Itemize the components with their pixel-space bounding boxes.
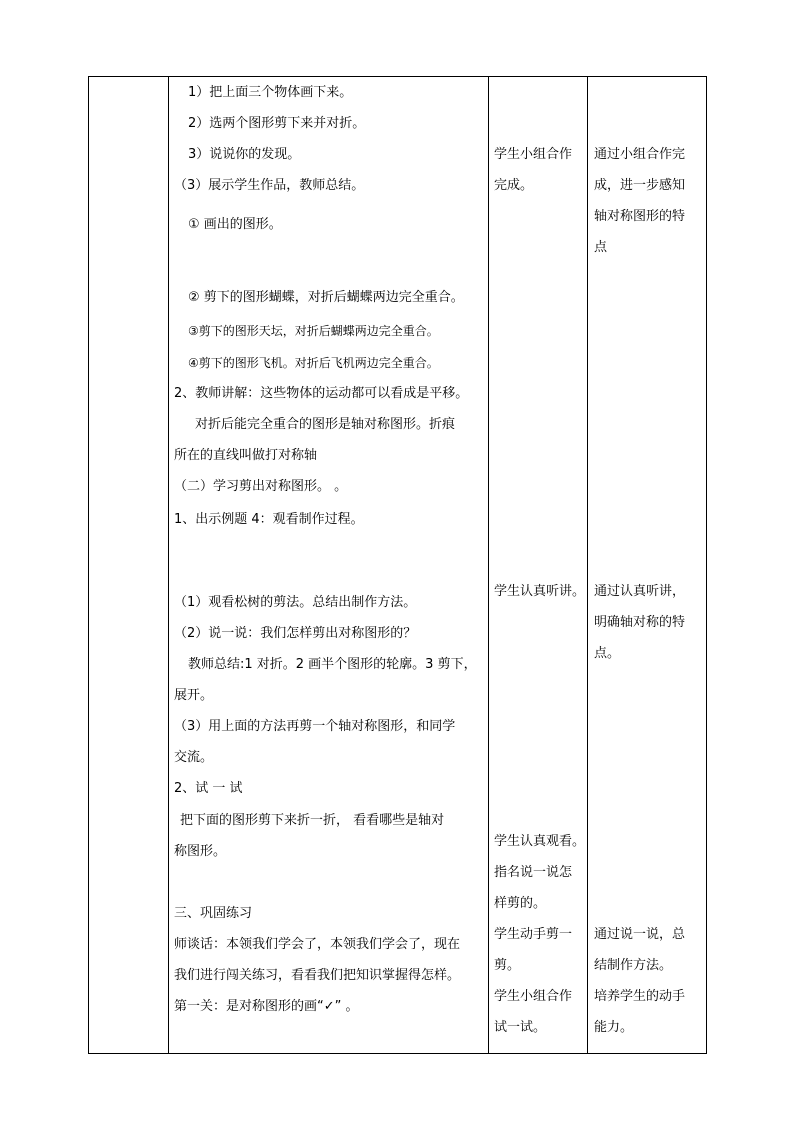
purpose-line: 通过说一说，总 [594,927,686,942]
purpose-line: 通过小组合作完 [594,147,686,162]
content-line: （2）说一说：我们怎样剪出对称图形的？ [174,626,417,641]
student-line: 指名说一说怎 [494,865,573,880]
column-divider-2 [488,77,489,1053]
purpose-line: 点 [594,240,608,255]
purpose-line: 能力。 [594,1020,634,1035]
student-line: 样剪的。 [494,896,547,911]
column-divider-3 [587,77,588,1053]
content-line: 三、巩固练习 [174,906,253,921]
content-line: 1、出示例题 4：观看制作过程。 [174,512,364,527]
purpose-line: 明确轴对称的特 [594,615,686,630]
student-line: 学生小组合作 [494,989,573,1004]
content-line: ② 剪下的图形蝴蝶，对折后蝴蝶两边完全重合。 [188,290,464,305]
content-line: 展开。 [174,688,214,703]
content-line: 对折后能完全重合的图形是轴对称图形。折痕 [195,417,456,432]
content-line: 师谈话：本领我们学会了，本领我们学会了，现在 [174,937,461,952]
content-line: 我们进行闯关练习，看看我们把知识掌握得怎样。 [174,968,461,983]
student-line: 学生认真观看。 [494,834,586,849]
student-line: 学生动手剪一 [494,927,573,942]
content-line: 交流。 [174,750,214,765]
purpose-line: 点。 [594,646,621,661]
content-line: 第一关：是对称图形的画“✓” 。 [174,999,359,1014]
content-line: 2、试 一 试 [174,781,243,796]
content-line: 1）把上面三个物体画下来。 [188,85,353,100]
content-line: （二）学习剪出对称图形。 。 [174,479,348,494]
purpose-line: 培养学生的动手 [594,989,686,1004]
content-line: ① 画出的图形。 [188,217,282,232]
content-line: 3）说说你的发现。 [188,147,301,162]
purpose-line: 通过认真听讲， [594,584,686,599]
student-line: 学生认真听讲。 [494,584,586,599]
student-line: 试一试。 [494,1020,547,1035]
content-line: ④剪下的图形飞机。对折后飞机两边完全重合。 [188,356,439,370]
content-line: 所在的直线叫做打对称轴 [174,448,318,463]
content-line: 2、教师讲解：这些物体的运动都可以看成是平移。 [174,386,469,401]
content-line: （3）展示学生作品，教师总结。 [174,178,365,193]
purpose-line: 成，进一步感知 [594,178,686,193]
column-divider-1 [168,77,169,1053]
content-line: ③剪下的图形天坛，对折后蝴蝶两边完全重合。 [188,324,439,338]
content-line: 教师总结:1 对折。2 画半个图形的轮廓。3 剪下， [188,657,477,672]
content-line: 2）选两个图形剪下来并对折。 [188,116,366,131]
content-line: 称图形。 [174,844,227,859]
content-line: （3）用上面的方法再剪一个轴对称图形，和同学 [174,719,456,734]
purpose-line: 结制作方法。 [594,958,673,973]
student-line: 完成。 [494,178,534,193]
student-line: 剪。 [494,958,521,973]
content-line: （1）观看松树的剪法。总结出制作方法。 [174,595,417,610]
content-line: 把下面的图形剪下来折一折， 看看哪些是轴对 [180,813,445,828]
purpose-line: 轴对称图形的特 [594,209,686,224]
student-line: 学生小组合作 [494,147,573,162]
